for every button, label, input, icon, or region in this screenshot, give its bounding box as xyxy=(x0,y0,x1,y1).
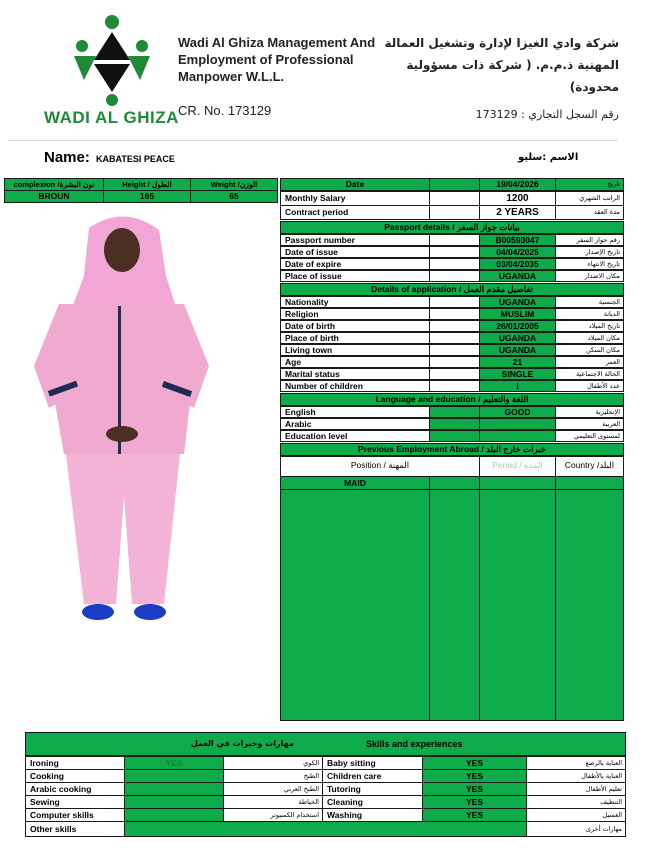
arabic-value xyxy=(479,418,556,430)
header-divider xyxy=(8,140,618,141)
skill-sewing-label-ar: الخياطة xyxy=(223,795,323,809)
employment-row-spacer xyxy=(429,476,480,490)
nationality-spacer xyxy=(429,296,480,308)
passport-number-label: Passport number xyxy=(280,234,430,246)
english-label: English xyxy=(280,406,430,418)
skill-babysitting-value: YES xyxy=(422,756,527,770)
skill-ironing-label: Ironing xyxy=(25,756,125,770)
birth-place-label-ar: مكان الميلاد xyxy=(555,332,624,344)
marital-status-spacer xyxy=(429,368,480,380)
skill-other-label-ar: مهارات أخرى xyxy=(526,821,626,837)
employment-period-header: Period / المدة xyxy=(479,456,556,477)
expire-date-spacer xyxy=(429,258,480,270)
issue-place-label-ar: مكان الاصدار xyxy=(555,270,624,282)
skill-arabic-cooking-label-ar: الطبخ العربي xyxy=(223,782,323,796)
english-spacer xyxy=(429,406,480,418)
skill-arabic-cooking-value xyxy=(124,782,224,796)
skill-washing-label-ar: الغسيل xyxy=(526,808,626,822)
company-name-line-3: Manpower W.L.L. xyxy=(178,69,285,84)
skill-washing-label: Washing xyxy=(322,808,423,822)
complexion-value: BROUN xyxy=(4,190,104,203)
expire-date-label-ar: تاريخ الانتهاء xyxy=(555,258,624,270)
expire-date-value: 03/04/2035 xyxy=(479,258,556,270)
skill-sewing-value xyxy=(124,795,224,809)
skills-title-en: Skills and experiences xyxy=(366,739,463,749)
company-name-line-2: Employment of Professional xyxy=(178,52,354,67)
company-name-en xyxy=(178,34,375,85)
filler-col-4 xyxy=(555,489,624,721)
skill-computer-label-ar: استخدام الكمبيوتر xyxy=(223,808,323,822)
filler-col-2 xyxy=(429,489,480,721)
issue-date-spacer xyxy=(429,246,480,258)
skill-ironing-label-ar: الكوي xyxy=(223,756,323,770)
dob-label-ar: تاريخ الميلاد xyxy=(555,320,624,332)
religion-label-ar: الديانة xyxy=(555,308,624,320)
salary-value: 1200 xyxy=(479,191,556,206)
skill-cooking-label-ar: الطبخ xyxy=(223,769,323,783)
skill-childcare-label: Children care xyxy=(322,769,423,783)
birth-place-label: Place of birth xyxy=(280,332,430,344)
passport-section-title: Passport details / بيانات جواز السفر xyxy=(280,221,624,234)
religion-value: MUSLIM xyxy=(479,308,556,320)
logo-text: WADI AL GHIZA xyxy=(44,108,179,127)
english-value: GOOD xyxy=(479,406,556,418)
expire-date-label: Date of expire xyxy=(280,258,430,270)
marital-status-value: SINGLE xyxy=(479,368,556,380)
religion-spacer xyxy=(429,308,480,320)
application-section-title: Details of application / تفاصيل مقدم العمل xyxy=(280,283,624,296)
age-spacer xyxy=(429,356,480,368)
complexion-header: complexion /نون البشرة xyxy=(4,178,104,191)
children-spacer xyxy=(429,380,480,392)
living-town-spacer xyxy=(429,344,480,356)
skill-babysitting-label-ar: العناية بالرضع xyxy=(526,756,626,770)
language-section-title: Language and education / اللغة والتعليم xyxy=(280,393,624,406)
name-label: Name: xyxy=(44,149,90,166)
skill-tutoring-value: YES xyxy=(422,782,527,796)
arabic-label-ar: العربية xyxy=(555,418,624,430)
birth-place-value: UGANDA xyxy=(479,332,556,344)
children-value: I xyxy=(479,380,556,392)
skill-babysitting-label: Baby sitting xyxy=(322,756,423,770)
contract-spacer xyxy=(429,205,480,220)
contract-label: Contract period xyxy=(280,205,430,220)
skill-cleaning-value: YES xyxy=(422,795,527,809)
nationality-label: Nationality xyxy=(280,296,430,308)
company-logo-icon xyxy=(62,8,162,108)
weight-header: Weight /الوزن xyxy=(190,178,278,191)
salary-label-ar: الراتب الشهري xyxy=(555,191,624,206)
religion-label: Religion xyxy=(280,308,430,320)
dob-value: 26/01/2005 xyxy=(479,320,556,332)
arabic-label: Arabic xyxy=(280,418,430,430)
skill-arabic-cooking-label: Arabic cooking xyxy=(25,782,125,796)
skill-cleaning-label-ar: التنظيف xyxy=(526,795,626,809)
living-town-label: Living town xyxy=(280,344,430,356)
skill-tutoring-label-ar: تعليم الأطفال xyxy=(526,782,626,796)
employment-period-value xyxy=(479,476,556,490)
letterhead xyxy=(0,0,645,140)
issue-date-label: Date of issue xyxy=(280,246,430,258)
salary-spacer xyxy=(429,191,480,206)
skill-other-label: Other skills xyxy=(25,821,125,837)
skills-title-ar: مهارات وخبرات في العمل xyxy=(191,739,294,748)
issue-place-label: Place of issue xyxy=(280,270,430,282)
contract-label-ar: مدة العقد xyxy=(555,205,624,220)
passport-number-value: B00593047 xyxy=(479,234,556,246)
skill-cooking-value xyxy=(124,769,224,783)
filler-col-1 xyxy=(280,489,430,721)
date-value: 19/04/2026 xyxy=(479,178,556,191)
skill-childcare-value: YES xyxy=(422,769,527,783)
skills-header xyxy=(25,732,626,756)
date-label-ar: تاريخ xyxy=(555,178,624,191)
height-value: 165 xyxy=(103,190,191,203)
name-row xyxy=(4,146,624,176)
children-label-ar: عدد الأطفال xyxy=(555,380,624,392)
age-label: Age xyxy=(280,356,430,368)
company-name-ar-line-3: محدودة) xyxy=(569,80,619,94)
education-value xyxy=(479,430,556,442)
salary-label: Monthly Salary xyxy=(280,191,430,206)
passport-row-spacer xyxy=(429,234,480,246)
skill-cleaning-label: Cleaning xyxy=(322,795,423,809)
skill-computer-value xyxy=(124,808,224,822)
filler-col-3 xyxy=(479,489,556,721)
cr-number-ar: رقم السجل التجاري : 173129 xyxy=(475,108,619,121)
employment-position-value: MAID xyxy=(280,476,430,490)
cr-number-en: CR. No. 173129 xyxy=(178,103,272,118)
dob-label: Date of birth xyxy=(280,320,430,332)
employment-country-header: Country /البلد xyxy=(555,456,624,477)
skill-other-value xyxy=(124,821,527,837)
name-value: KABATESI PEACE xyxy=(96,154,175,164)
children-label: Number of children xyxy=(280,380,430,392)
issue-place-value: UGANDA xyxy=(479,270,556,282)
company-name-line-1: Wadi Al Ghiza Management And xyxy=(178,35,376,50)
issue-date-label-ar: تاريخ الإصدار xyxy=(555,246,624,258)
date-spacer xyxy=(429,178,480,191)
applicant-photo xyxy=(4,206,255,630)
skill-tutoring-label: Tutoring xyxy=(322,782,423,796)
skill-ironing-value: YES xyxy=(124,756,224,770)
education-spacer xyxy=(429,430,480,442)
employment-section-title: Previous Employment Abroad / خبرات خارج البلد xyxy=(280,443,624,456)
marital-status-label: Marital status xyxy=(280,368,430,380)
issue-place-spacer xyxy=(429,270,480,282)
skill-childcare-label-ar: العناية بالأطفال xyxy=(526,769,626,783)
marital-status-label-ar: الحالة الاجتماعية xyxy=(555,368,624,380)
education-label-ar: لمستوى التعليمي xyxy=(555,430,624,442)
skill-sewing-label: Sewing xyxy=(25,795,125,809)
education-label: Education level xyxy=(280,430,430,442)
birth-place-spacer xyxy=(429,332,480,344)
dob-spacer xyxy=(429,320,480,332)
name-label-ar: الاسم :سليو xyxy=(518,152,579,163)
arabic-spacer xyxy=(429,418,480,430)
living-town-value: UGANDA xyxy=(479,344,556,356)
issue-date-value: 04/04/2025 xyxy=(479,246,556,258)
skill-washing-value: YES xyxy=(422,808,527,822)
living-town-label-ar: مكان السكن xyxy=(555,344,624,356)
skill-computer-label: Computer skills xyxy=(25,808,125,822)
skill-cooking-label: Cooking xyxy=(25,769,125,783)
weight-value: 65 xyxy=(190,190,278,203)
english-label-ar: الإنجليزية xyxy=(555,406,624,418)
age-label-ar: العمر xyxy=(555,356,624,368)
employment-country-value xyxy=(555,476,624,490)
contract-value: 2 YEARS xyxy=(479,205,556,220)
employment-position-header: Position / المهنة xyxy=(280,456,480,477)
nationality-label-ar: الجنسية xyxy=(555,296,624,308)
company-name-ar-line-1: شركة وادي الغيزا لإدارة وتشغيل العمالة xyxy=(384,36,619,50)
date-label: Date xyxy=(280,178,430,191)
company-name-ar-line-2: المهنية ذ.م.م. ( شركة ذات مسؤولية xyxy=(406,58,619,72)
age-value: 21 xyxy=(479,356,556,368)
passport-number-label-ar: رقم جواز السفر xyxy=(555,234,624,246)
company-name-ar xyxy=(379,32,619,98)
nationality-value: UGANDA xyxy=(479,296,556,308)
height-header: Height / الطول xyxy=(103,178,191,191)
